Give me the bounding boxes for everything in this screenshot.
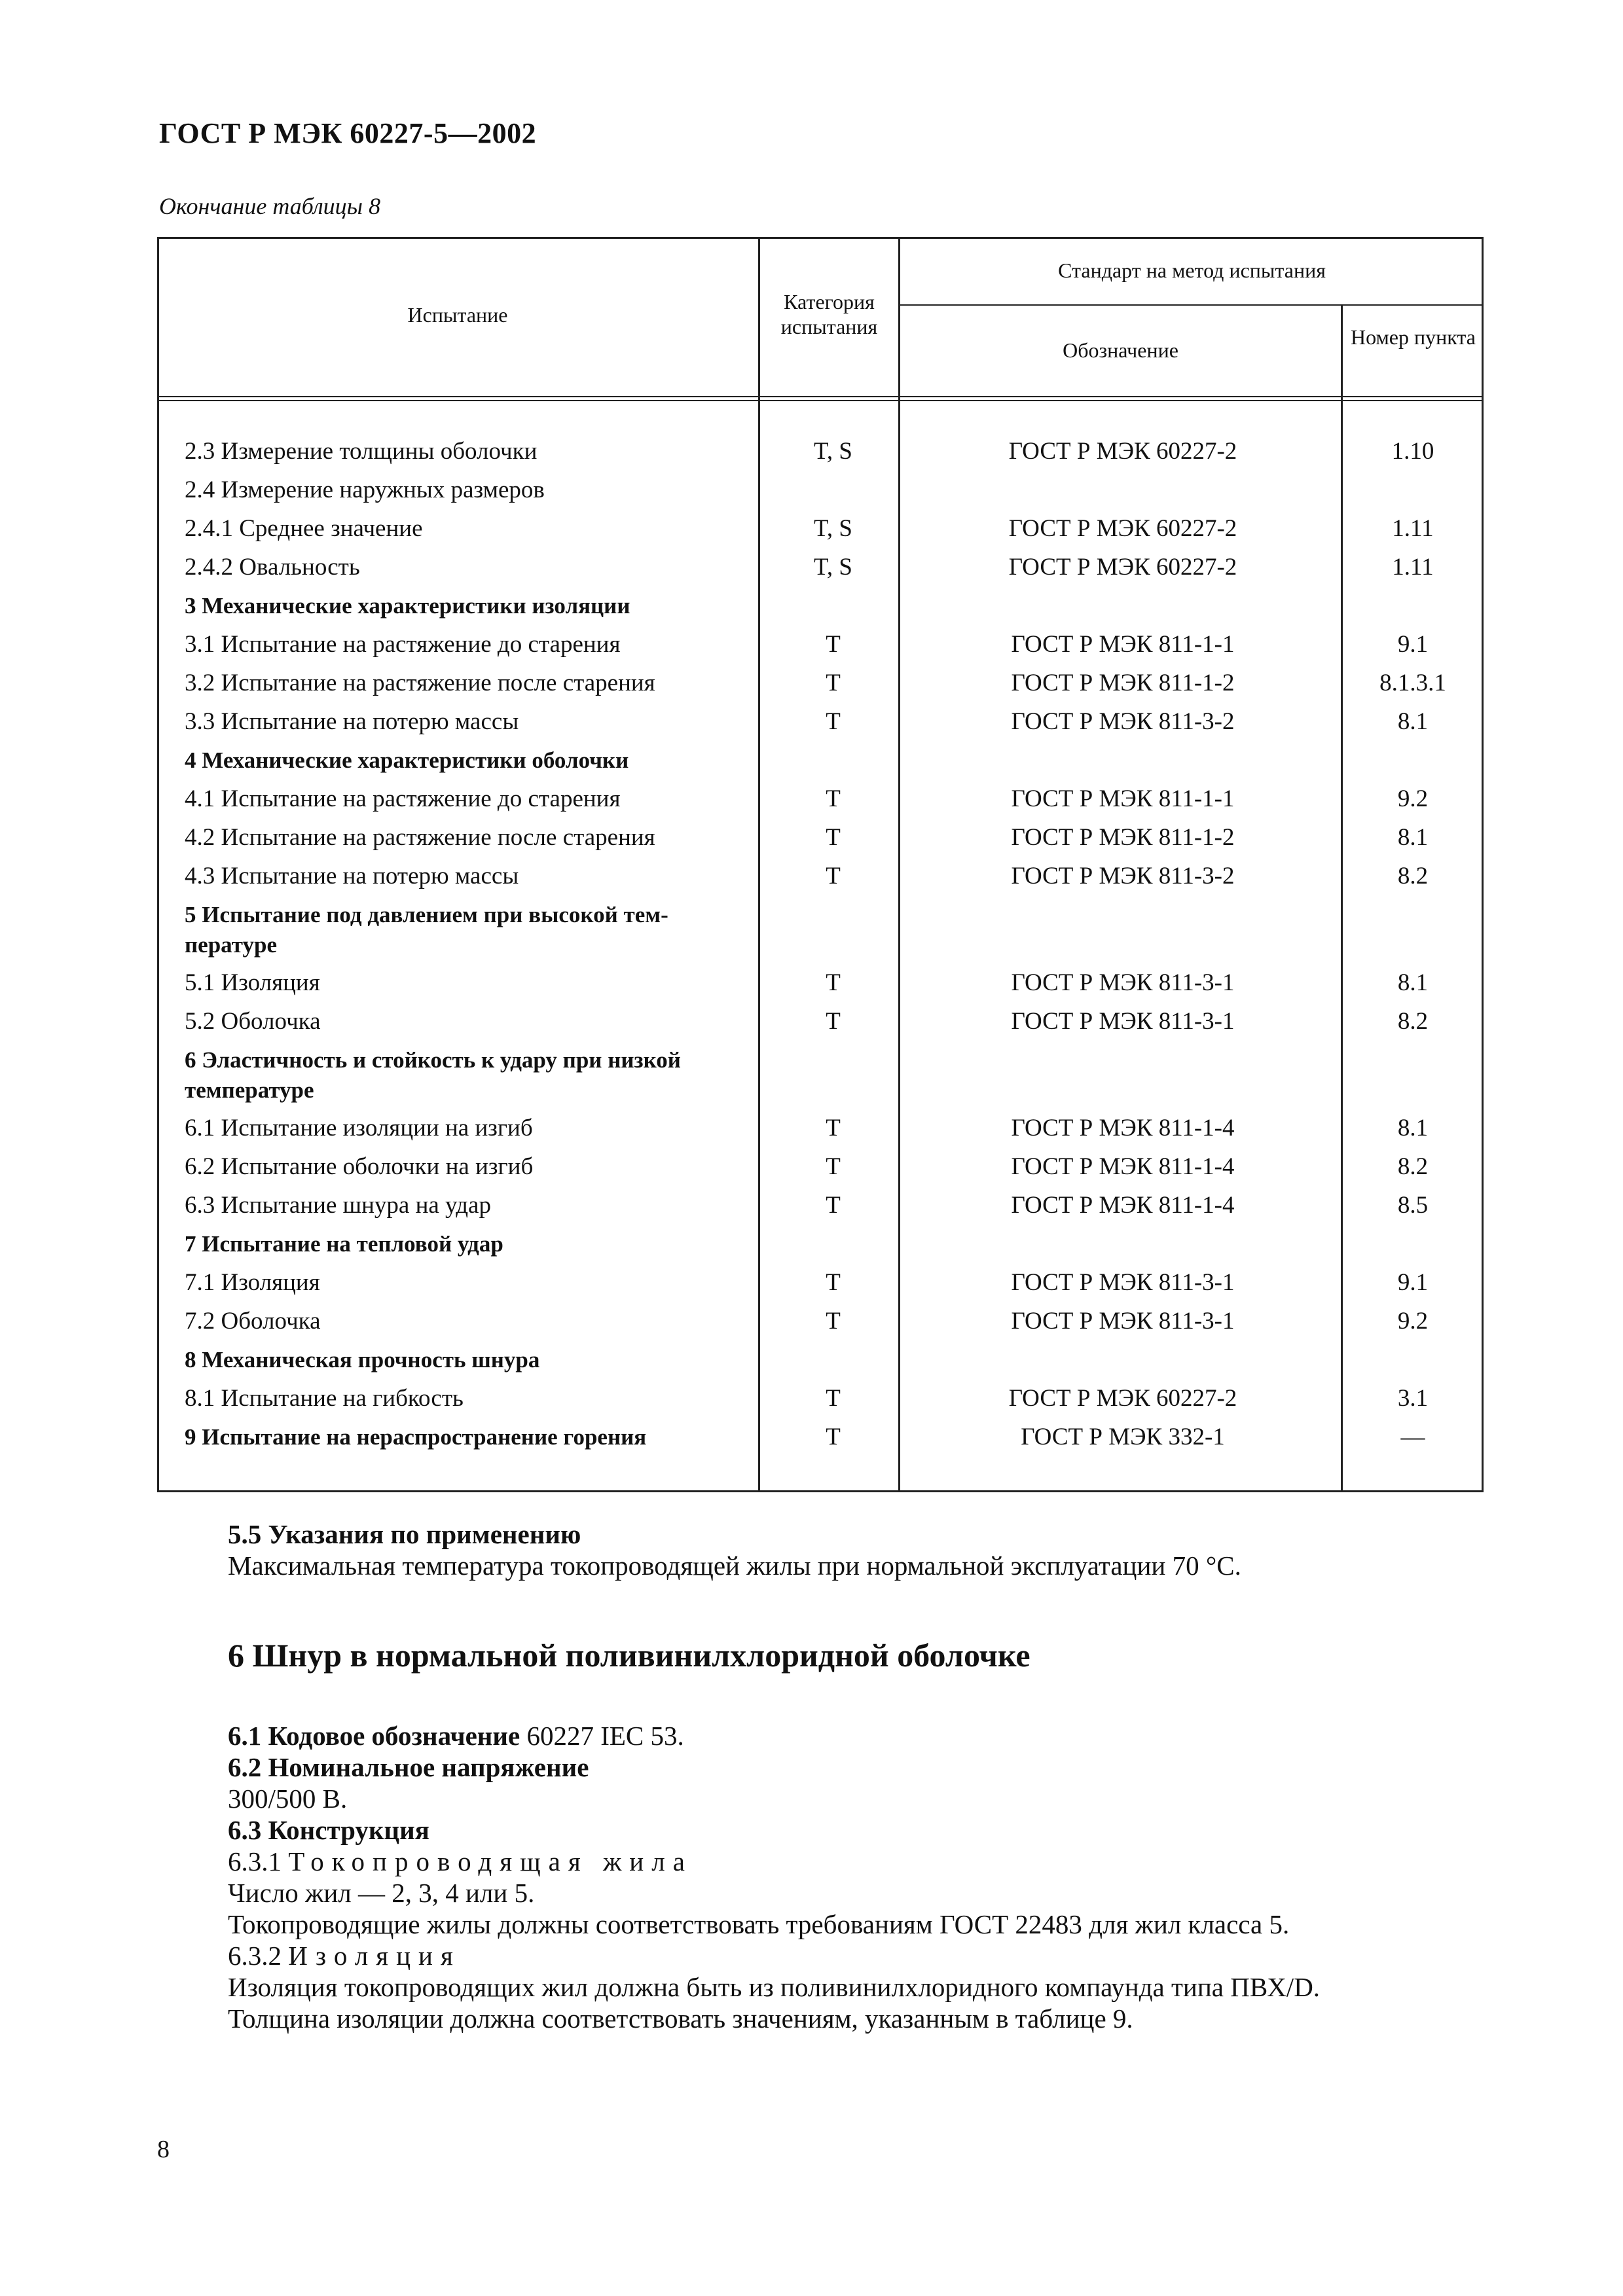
table-row	[157, 1113, 1484, 1152]
column-header-clause: Номер пункта	[1351, 325, 1476, 349]
cell-standard: ГОСТ Р МЭК 811-1-1	[1011, 631, 1235, 658]
cell-test-name: 4 Механические характеристики оболочки	[185, 747, 629, 773]
paragraph: Токопроводящие жилы должны соответствовать требованиям ГОСТ 22483 для жил класса 5.	[228, 1909, 1290, 1939]
table-row	[157, 1268, 1484, 1306]
table-row	[157, 630, 1484, 668]
cell-category: T	[826, 969, 841, 996]
cell-standard: ГОСТ Р МЭК 811-3-1	[1011, 1308, 1235, 1335]
cell-category: T	[826, 1269, 841, 1296]
section-title: 6 Шнур в нормальной поливинилхлоридной оболочке	[228, 1637, 1030, 1674]
cell-test-name: 8 Механическая прочность шнура	[185, 1347, 540, 1372]
cell-standard: ГОСТ Р МЭК 811-1-4	[1011, 1115, 1235, 1141]
cell-test-name: 7.1 Изоляция	[185, 1269, 320, 1296]
cell-test-name: 3.2 Испытание на растяжение после старения	[185, 670, 655, 696]
cell-category: T	[826, 1308, 841, 1335]
cell-test-name: 7.2 Оболочка	[185, 1308, 321, 1335]
cell-standard: ГОСТ Р МЭК 811-3-2	[1011, 863, 1235, 889]
cell-standard: ГОСТ Р МЭК 811-1-1	[1011, 785, 1235, 812]
document-header: ГОСТ Р МЭК 60227-5—2002	[159, 117, 537, 149]
cell-standard: ГОСТ Р МЭК 811-1-4	[1011, 1153, 1235, 1180]
cell-standard: ГОСТ Р МЭК 811-3-1	[1011, 1269, 1235, 1296]
table-row	[157, 668, 1484, 707]
paragraph: 300/500 В.	[228, 1784, 348, 1814]
header-bottom-line	[157, 400, 1484, 401]
cell-category: T	[826, 863, 841, 889]
section-heading: 5.5 Указания по применению	[228, 1519, 581, 1549]
cell-clause: 1.11	[1392, 515, 1434, 542]
cell-standard: ГОСТ Р МЭК 811-3-1	[1011, 1008, 1235, 1035]
column-header-designation: Обозначение	[1063, 338, 1178, 362]
cell-category: T	[826, 1008, 841, 1035]
table-row	[157, 1306, 1484, 1345]
cell-category: T	[826, 1153, 841, 1180]
cell-test-name: 3 Механические характеристики изоляции	[185, 593, 630, 619]
cell-test-name: 3.3 Испытание на потерю массы	[185, 708, 519, 735]
cell-standard: ГОСТ Р МЭК 811-1-2	[1011, 824, 1235, 851]
table-row	[157, 1152, 1484, 1191]
cell-test-name: 4.2 Испытание на растяжение после старения	[185, 824, 655, 851]
section-5-5	[228, 1518, 1241, 1581]
paragraph: Максимальная температура токопроводящей жилы при нормальной эксплуатации 70 °С.	[228, 1551, 1241, 1581]
subclause-title: Изоляция	[288, 1941, 461, 1971]
header-bottom-line	[157, 396, 1484, 397]
cell-test-name: 2.3 Измерение толщины оболочки	[185, 438, 538, 465]
table-row	[157, 784, 1484, 823]
cell-category: T	[826, 824, 841, 851]
cell-clause: 1.10	[1391, 438, 1434, 465]
cell-clause: 3.1	[1397, 1385, 1429, 1412]
clause-6-3-1	[228, 1846, 1320, 1877]
cell-clause: 9.2	[1397, 785, 1429, 812]
cell-category: T, S	[814, 515, 852, 542]
table-row	[157, 475, 1484, 514]
paragraph: Толщина изоляции должна соответствовать значениям, указанным в таблице 9.	[228, 2003, 1133, 2034]
clause-heading: 6.2 Номинальное напряжение	[228, 1752, 589, 1782]
table-row	[157, 1422, 1484, 1461]
header-divider	[898, 304, 1484, 306]
cell-clause: 9.1	[1397, 1269, 1429, 1296]
cell-clause: 8.5	[1397, 1192, 1429, 1219]
cell-category: T	[826, 670, 841, 696]
cell-test-name: 5 Испытание под давлением при высокой тем- пературе	[185, 902, 668, 958]
clause-6-1	[228, 1720, 1320, 1751]
cell-test-name: 2.4 Измерение наружных размеров	[185, 476, 545, 503]
table-row	[157, 861, 1484, 900]
cell-test-name: 2.4.2 Овальность	[185, 554, 360, 581]
cell-test-name: 4.1 Испытание на растяжение до старения	[185, 785, 621, 812]
cell-standard: ГОСТ Р МЭК 60227-2	[1008, 1385, 1237, 1412]
cell-test-name: 6.3 Испытание шнура на удар	[185, 1192, 491, 1219]
cell-standard: ГОСТ Р МЭК 332-1	[1021, 1424, 1225, 1450]
cell-test-name: 7 Испытание на тепловой удар	[185, 1231, 503, 1257]
cell-category: T	[826, 708, 841, 735]
column-header-standard: Стандарт на метод испытания	[1058, 259, 1326, 282]
cell-clause: 1.11	[1392, 554, 1434, 581]
paragraph: Число жил — 2, 3, 4 или 5.	[228, 1878, 535, 1908]
column-header-category: Категория испытания	[780, 290, 878, 338]
table-row	[157, 591, 1484, 630]
cell-clause: 8.1.3.1	[1379, 670, 1446, 696]
cell-clause: 8.1	[1397, 708, 1429, 735]
subclause-number: 6.3.2	[228, 1941, 289, 1971]
cell-test-name: 5.2 Оболочка	[185, 1008, 321, 1035]
table-caption: Окончание таблицы 8	[159, 193, 381, 219]
cell-clause: 9.2	[1397, 1308, 1429, 1335]
cell-category: T	[826, 1115, 841, 1141]
paragraph: Изоляция токопроводящих жил должна быть из поливинилхлоридного компаунда типа ПВХ/D.	[228, 1972, 1321, 2002]
cell-test-name: 6.2 Испытание оболочки на изгиб	[185, 1153, 534, 1180]
cell-category: T	[826, 785, 841, 812]
cell-clause: 8.2	[1397, 1153, 1429, 1180]
cell-standard: ГОСТ Р МЭК 60227-2	[1008, 515, 1237, 542]
cell-category: T, S	[814, 438, 852, 465]
cell-clause: 8.2	[1397, 1008, 1429, 1035]
table-row	[157, 1045, 1484, 1113]
table-body	[157, 437, 1484, 1461]
cell-test-name: 6.1 Испытание изоляции на изгиб	[185, 1115, 533, 1141]
table-row	[157, 1345, 1484, 1384]
cell-test-name: 3.1 Испытание на растяжение до старения	[185, 631, 621, 658]
table-row	[157, 1191, 1484, 1229]
clause-heading: 6.1 Кодовое обозначение	[228, 1721, 520, 1751]
cell-clause: 8.1	[1397, 1115, 1429, 1141]
test-table	[157, 237, 1484, 1492]
cell-test-name: 2.4.1 Среднее значение	[185, 515, 423, 542]
cell-clause: —	[1400, 1424, 1425, 1450]
table-row	[157, 437, 1484, 475]
clause-heading: 6.3 Конструкция	[228, 1815, 429, 1845]
cell-category: T	[826, 1385, 841, 1412]
page-number: 8	[157, 2136, 170, 2163]
table-row	[157, 707, 1484, 745]
cell-category: T, S	[814, 554, 852, 581]
table-border-top	[157, 237, 1484, 239]
column-header-test: Испытание	[407, 303, 508, 327]
clause-6-3-2	[228, 1940, 1320, 1971]
cell-clause: 8.1	[1397, 824, 1429, 851]
cell-clause: 8.2	[1397, 863, 1429, 889]
cell-category: T	[826, 1424, 841, 1450]
table-row	[157, 1229, 1484, 1268]
cell-standard: ГОСТ Р МЭК 811-1-2	[1011, 670, 1235, 696]
table-row	[157, 552, 1484, 591]
cell-standard: ГОСТ Р МЭК 60227-2	[1008, 554, 1237, 581]
clause-value: 60227 IEC 53.	[520, 1721, 684, 1751]
table-row	[157, 745, 1484, 784]
cell-test-name: 4.3 Испытание на потерю массы	[185, 863, 519, 889]
cell-category: T	[826, 1192, 841, 1219]
subclause-number: 6.3.1	[228, 1846, 289, 1876]
cell-standard: ГОСТ Р МЭК 811-3-1	[1011, 969, 1235, 996]
cell-standard: ГОСТ Р МЭК 811-3-2	[1011, 708, 1235, 735]
subclause-title: Токопроводящая жила	[288, 1846, 693, 1876]
table-row	[157, 1007, 1484, 1045]
table-border-bottom	[157, 1490, 1484, 1492]
cell-category: T	[826, 631, 841, 658]
table-row	[157, 514, 1484, 552]
table-row	[157, 823, 1484, 861]
cell-standard: ГОСТ Р МЭК 811-1-4	[1011, 1192, 1235, 1219]
table-row	[157, 1384, 1484, 1422]
table-row	[157, 900, 1484, 968]
cell-standard: ГОСТ Р МЭК 60227-2	[1008, 438, 1237, 465]
cell-clause: 9.1	[1397, 631, 1429, 658]
table-row	[157, 968, 1484, 1007]
cell-test-name: 6 Эластичность и стойкость к удару при низкой температуре	[185, 1047, 681, 1103]
cell-clause: 8.1	[1397, 969, 1429, 996]
cell-test-name: 5.1 Изоляция	[185, 969, 320, 996]
section-6-content	[228, 1720, 1320, 2034]
cell-test-name: 9 Испытание на нераспространение горения	[185, 1424, 647, 1450]
cell-test-name: 8.1 Испытание на гибкость	[185, 1385, 464, 1412]
